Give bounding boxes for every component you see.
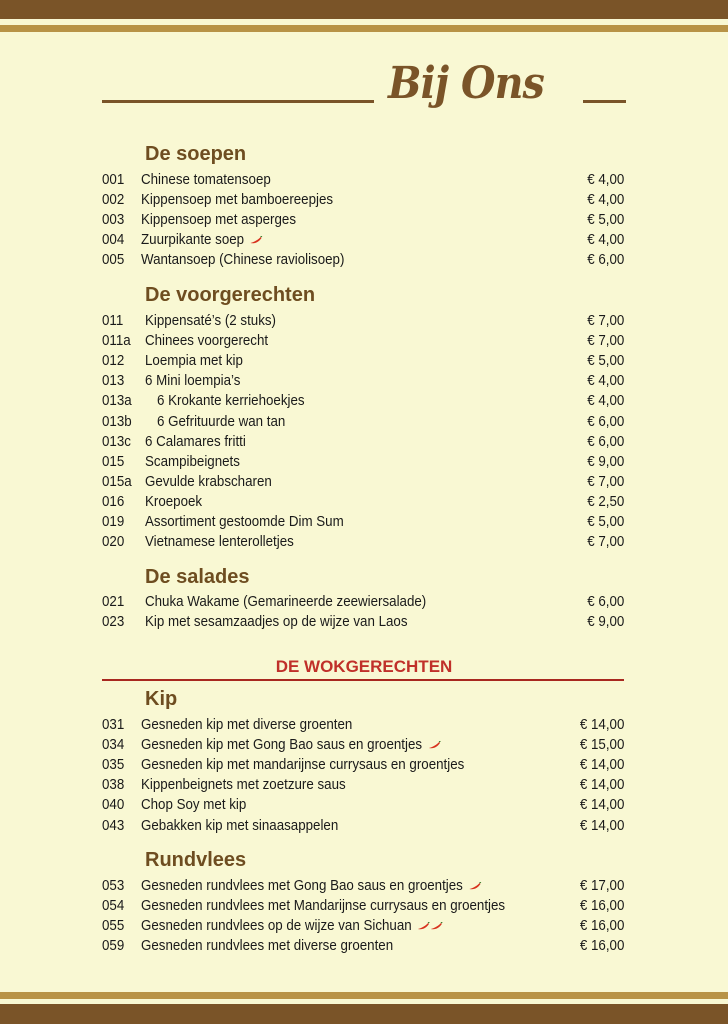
item-name-text: Kroepoek (145, 493, 203, 510)
item-code: 015a (102, 473, 132, 490)
item-price: € 4,00 (586, 192, 624, 209)
item-name (157, 391, 305, 411)
item-price: € 6,00 (586, 594, 624, 610)
item-price: € 7,00 (586, 534, 624, 551)
item-price: € 7,00 (586, 313, 624, 329)
item-name-text: Gebakken kip met sinaasappelen (141, 817, 339, 834)
item-name-text: Kippensaté’s (2 stuks) (145, 313, 276, 329)
item-code: 055 (102, 918, 125, 935)
item-price: € 4,00 (586, 232, 624, 249)
item-price: € 5,00 (586, 353, 624, 370)
item-name (141, 190, 333, 210)
menu-item (102, 190, 624, 210)
menu-item (102, 775, 624, 795)
item-name-text: Kip met sesamzaadjes op de wijze van Laos (145, 614, 408, 631)
item-name-text: Chinese tomatensoep (141, 172, 271, 188)
item-price: € 15,00 (579, 737, 624, 754)
item-code: 016 (102, 493, 125, 510)
item-name (157, 412, 285, 432)
item-name (145, 311, 276, 331)
item-name (141, 210, 296, 230)
item-code: 043 (102, 817, 125, 834)
header-rule-left (102, 100, 374, 103)
item-name-text: Chinees voorgerecht (145, 333, 269, 350)
item-code: 021 (102, 594, 125, 610)
item-name (141, 795, 246, 815)
chili-pepper-icon (417, 916, 430, 936)
item-price: € 16,00 (579, 938, 624, 955)
item-name (141, 916, 443, 936)
item-price: € 17,00 (579, 878, 624, 894)
item-price: € 14,00 (579, 717, 624, 733)
bottom-border-dark (0, 1004, 728, 1024)
item-price: € 5,00 (586, 212, 624, 229)
item-code: 031 (102, 717, 125, 733)
item-code: 013 (102, 373, 125, 390)
menu-item (102, 715, 624, 735)
item-price: € 4,00 (586, 373, 624, 390)
top-border-dark (0, 0, 728, 19)
menu-item (102, 795, 624, 815)
item-name (145, 532, 294, 552)
chili-pepper-icon (430, 916, 443, 936)
item-code: 059 (102, 938, 125, 955)
item-name-text: 6 Gefrituurde wan tan (157, 413, 286, 430)
menu-item (102, 532, 624, 552)
item-name-text: Kippensoep met asperges (141, 212, 297, 229)
item-price: € 14,00 (579, 777, 624, 794)
item-name-text: 6 Mini loempia’s (145, 373, 241, 390)
item-name-text: Gevulde krabscharen (145, 473, 272, 490)
menu-item (102, 432, 624, 452)
item-code: 019 (102, 514, 125, 530)
item-name-text: Gesneden kip met Gong Bao saus en groentjes (141, 737, 423, 754)
menu-item (102, 250, 624, 270)
item-name-text: Gesneden rundvlees met diverse groenten (141, 938, 394, 955)
item-price: € 9,00 (586, 453, 624, 470)
item-price: € 14,00 (579, 797, 624, 814)
item-name-text: Gesneden rundvlees met Mandarijnse currysaus en groentjes (141, 898, 506, 915)
item-code: 004 (102, 232, 125, 249)
menu-item (102, 512, 624, 532)
item-name (141, 735, 440, 755)
wok-title: DE WOKGERECHTEN (275, 657, 453, 676)
section-heading: De salades (145, 566, 250, 588)
item-code: 015 (102, 453, 125, 470)
item-code: 011 (102, 313, 124, 329)
item-code: 012 (102, 353, 125, 370)
item-name-text: Loempia met kip (145, 353, 243, 370)
item-price: € 7,00 (586, 473, 624, 490)
item-name (141, 775, 346, 795)
item-price: € 5,00 (586, 514, 624, 530)
item-price: € 6,00 (586, 413, 624, 430)
item-name-text: Gesneden rundvlees met Gong Bao saus en groentjes (141, 878, 463, 894)
item-name (145, 452, 240, 472)
item-name (141, 896, 505, 916)
item-name-text: Chop Soy met kip (141, 797, 247, 814)
item-code: 005 (102, 252, 125, 269)
item-name-text: Gesneden kip met diverse groenten (141, 717, 353, 733)
item-name (145, 351, 243, 371)
menu-item (102, 492, 624, 512)
menu-item (102, 452, 624, 472)
item-code: 001 (102, 172, 125, 188)
item-name (145, 432, 246, 452)
chili-pepper-icon (250, 230, 263, 250)
item-price: € 9,00 (586, 614, 624, 631)
item-name-text: Gesneden kip met mandarijnse currysaus en groentjes (141, 757, 465, 774)
item-name-text: Wantansoep (Chinese raviolisoep) (141, 252, 345, 269)
item-price: € 16,00 (579, 898, 624, 915)
item-name-text: Assortiment gestoomde Dim Sum (145, 514, 344, 530)
item-price: € 7,00 (586, 333, 624, 350)
menu-item (102, 816, 624, 836)
item-price: € 4,00 (586, 393, 624, 410)
item-name-text: Kippensoep met bamboereepjes (141, 192, 334, 209)
item-name-text: Kippenbeignets met zoetzure saus (141, 777, 346, 794)
item-name (145, 512, 344, 532)
chili-pepper-icon (468, 876, 481, 896)
logo: Bij Ons (388, 58, 544, 109)
item-name (145, 612, 408, 632)
menu-item (102, 876, 624, 896)
item-name (141, 170, 271, 190)
menu-item (102, 755, 624, 775)
menu-item (102, 230, 624, 250)
item-code: 020 (102, 534, 125, 551)
menu-item (102, 472, 624, 492)
section-heading: Rundvlees (145, 849, 247, 871)
menu-item (102, 592, 624, 612)
item-code: 035 (102, 757, 125, 774)
item-name (141, 936, 393, 956)
menu-item (102, 371, 624, 391)
item-name (145, 492, 202, 512)
menu-item (102, 896, 624, 916)
item-code: 011a (102, 333, 131, 350)
item-price: € 6,00 (586, 433, 624, 450)
item-name (145, 331, 268, 351)
menu-item (102, 916, 624, 936)
item-name-text: Chuka Wakame (Gemarineerde zeewiersalade) (145, 594, 427, 610)
item-name-text: Gesneden rundvlees op de wijze van Sichuan (141, 918, 412, 935)
item-price: € 14,00 (579, 757, 624, 774)
item-code: 013a (102, 393, 132, 410)
menu-item (102, 210, 624, 230)
section-heading: Kip (145, 688, 178, 710)
menu-item (102, 412, 624, 432)
menu-item (102, 170, 624, 190)
item-price: € 16,00 (579, 918, 624, 935)
item-code: 013b (102, 413, 132, 430)
menu-item (102, 331, 624, 351)
menu-item (102, 391, 624, 411)
item-name-text: Vietnamese lenterolletjes (145, 534, 294, 551)
item-price: € 14,00 (579, 817, 624, 834)
item-name (145, 472, 272, 492)
bottom-border-gold (0, 992, 728, 999)
item-name-text: Scampibeignets (145, 453, 240, 470)
item-price: € 6,00 (586, 252, 624, 269)
item-code: 034 (102, 737, 125, 754)
item-code: 003 (102, 212, 125, 229)
item-name-text: 6 Calamares fritti (145, 433, 246, 450)
item-code: 013c (102, 433, 131, 450)
section-heading: De voorgerechten (145, 284, 316, 306)
item-name (145, 371, 240, 391)
item-name (141, 816, 338, 836)
item-name (145, 592, 426, 612)
item-name (141, 755, 464, 775)
wok-rule (102, 679, 624, 681)
chili-pepper-icon (428, 735, 441, 755)
item-code: 038 (102, 777, 125, 794)
item-code: 054 (102, 898, 125, 915)
item-name (141, 876, 481, 896)
item-name (141, 715, 352, 735)
item-code: 040 (102, 797, 125, 814)
menu-item (102, 735, 624, 755)
item-name (141, 230, 262, 250)
item-name (141, 250, 344, 270)
top-border-gold (0, 25, 728, 32)
item-name-text: 6 Krokante kerriehoekjes (157, 393, 305, 410)
menu-item (102, 936, 624, 956)
section-heading: De soepen (145, 143, 247, 165)
item-code: 002 (102, 192, 125, 209)
item-code: 053 (102, 878, 125, 894)
item-name-text: Zuurpikante soep (141, 232, 245, 249)
item-price: € 2,50 (586, 493, 624, 510)
item-code: 023 (102, 614, 125, 631)
menu-item (102, 612, 624, 632)
header-rule-right (583, 100, 626, 103)
menu-item (102, 351, 624, 371)
menu-item (102, 311, 624, 331)
item-price: € 4,00 (586, 172, 624, 188)
